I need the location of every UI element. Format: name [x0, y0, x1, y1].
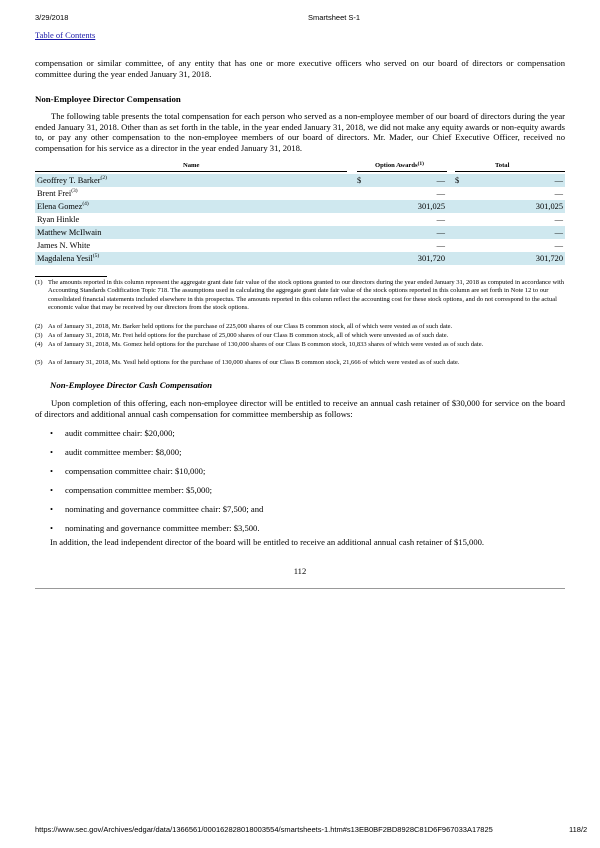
total-value: — [554, 228, 563, 237]
option-awards-value: 301,720 [417, 254, 445, 263]
director-name [37, 241, 90, 250]
option-awards-value: 301,025 [417, 202, 445, 211]
bullet-icon: • [50, 504, 54, 514]
print-date: 3/29/2018 [35, 13, 69, 22]
bullet-icon: • [50, 523, 54, 533]
director-name [37, 228, 101, 237]
bullet-icon: • [50, 447, 54, 457]
option-awards-value: — [436, 176, 445, 185]
page-divider [35, 588, 565, 589]
director-name-text: Ryan Hinkle [37, 215, 80, 224]
total-value: — [554, 215, 563, 224]
footnote-text: As of January 31, 2018, Mr. Frei held options for the purchase of 25,000 shares of our Class B common stock, all of which were unvested as of such date. [48, 332, 449, 339]
director-name-text: Brent Frei [37, 189, 72, 198]
bullet-icon: • [50, 466, 54, 476]
column-header-name: Name [183, 162, 200, 169]
footnote [35, 279, 567, 312]
director-name [37, 202, 89, 211]
total-value: 301,025 [535, 202, 563, 211]
total-dollar-sign: $ [455, 176, 460, 185]
total-value: — [554, 189, 563, 198]
list-item-text: compensation committee chair: $10,000; [65, 466, 206, 476]
footnote [35, 341, 567, 349]
footnote-text: As of January 31, 2018, Mr. Barker held options for the purchase of 225,000 shares of our Class B common stock, all of which were vested as of such date. [48, 323, 453, 330]
director-name-text: James N. White [37, 241, 91, 250]
footnote-marker: (5) [35, 359, 43, 366]
header-rule-option-awards [357, 171, 447, 172]
director-name-text: Magdalena Yesil [37, 254, 93, 263]
closing-paragraph: In addition, the lead independent director of the board will be entitled to receive an additional annual cash retainer of $15,000. [50, 537, 485, 547]
header-rule-total [455, 171, 565, 172]
section-paragraph: The following table presents the total compensation for each person who served as a non-employee member of our board of directors during the year ended January 31, 2018. Other than as set forth in the table, in the year ended January 31, 2018, we did not make any equity awards or non-equity awards to, or pay any other compensation to the non-employee members of our board of directors. Mr. Mader, our Chief Executive Officer, received no compensation for his service as a director in the year ended January 31, 2018. [35, 111, 565, 153]
table-row [35, 226, 565, 239]
director-name-text: Geoffrey T. Barker [37, 176, 101, 185]
cash-compensation-heading: Non-Employee Director Cash Compensation [50, 380, 213, 390]
option-awards-value: — [436, 241, 445, 250]
header-rule-name [35, 171, 347, 172]
cash-compensation-paragraph: Upon completion of this offering, each non-employee director will be entitled to receive an annual cash retainer of $30,000 for service on the board of directors and additional annual cash compensation for committee membership as follows: [35, 398, 565, 419]
footnote-text: As of January 31, 2018, Ms. Yesil held options for the purchase of 130,000 shares of our Class B common stock, 21,666 of which were vested as of such date. [48, 359, 460, 366]
director-name [37, 215, 79, 224]
table-row [35, 252, 565, 265]
option-awards-value: — [436, 189, 445, 198]
list-item-text: nominating and governance committee member: $3,500. [65, 523, 260, 533]
table-row [35, 174, 565, 187]
document-title: Smartsheet S-1 [308, 13, 361, 22]
section-heading: Non-Employee Director Compensation [35, 94, 181, 104]
page-number: 112 [293, 566, 307, 576]
option-awards-footnote-ref: (1) [417, 161, 424, 167]
footnote-rule [35, 276, 107, 277]
list-item-text: compensation committee member: $5,000; [65, 485, 213, 495]
footnote-ref: (4) [82, 201, 89, 207]
footnote-marker: (3) [35, 332, 43, 339]
list-item-text: audit committee member: $8,000; [65, 447, 182, 457]
director-name [37, 176, 107, 185]
bullet-icon: • [50, 428, 54, 438]
director-name-text: Matthew McIlwain [37, 228, 102, 237]
intro-paragraph: compensation or similar committee, of any entity that has one or more executive officers who served on our board of directors or compensation committee during the year ended January 31, 2018. [35, 58, 565, 79]
footnote [35, 359, 567, 367]
total-value: — [554, 241, 563, 250]
list-item-text: audit committee chair: $20,000; [65, 428, 175, 438]
option-awards-value: — [436, 228, 445, 237]
table-row [35, 200, 565, 213]
footnote-marker: (2) [35, 323, 43, 330]
list-item-text: nominating and governance committee chair: $7,500; and [65, 504, 264, 514]
footnote [35, 332, 567, 340]
director-name [37, 189, 78, 198]
bullet-icon: • [50, 485, 54, 495]
director-name-text: Elena Gomez [37, 202, 83, 211]
table-row [35, 239, 565, 252]
table-row [35, 187, 565, 200]
option-awards-dollar-sign: $ [357, 176, 362, 185]
column-header-total: Total [495, 162, 510, 169]
table-row [35, 213, 565, 226]
option-awards-value: — [436, 215, 445, 224]
footnote-marker: (1) [35, 279, 43, 286]
table-of-contents-link[interactable]: Table of Contents [35, 30, 96, 40]
footnote [35, 323, 567, 331]
total-value: — [554, 176, 563, 185]
column-header-option-awards [375, 162, 424, 169]
footnote-text: As of January 31, 2018, Ms. Gomez held options for the purchase of 130,000 shares of our Class B common stock, 10,833 shares of which were vested as of such date. [48, 341, 484, 348]
director-name [37, 254, 99, 263]
footnote-ref: (2) [100, 175, 107, 181]
footnote-text: The amounts reported in this column represent the aggregate grant date fair value of the stock options granted to our directors during the year ended January 31, 2018 as computed in accordance with Accounting Standards Codification Topic 718. The assumptions used in calculating the aggregate grant date fair value of the stock options reported in this column are set forth in Note 12 to our consolidated financial statements included elsewhere in this prospectus. The amounts reported in this column reflect the accounting cost for these stock options, and do not correspond to the actual economic value that may be received by our directors from the stock options. [48, 279, 565, 311]
footnote-ref: (3) [71, 188, 78, 194]
footer-page-count: 118/2 [569, 825, 588, 834]
footer-url: https://www.sec.gov/Archives/edgar/data/1366561/000162828018003554/smartsheets-1.htm#s13EB0BF2BD8928C81D6F967033A17825 [35, 825, 493, 834]
option-awards-label: Option Awards [375, 162, 418, 169]
footnote-marker: (4) [35, 341, 43, 348]
footnote-ref: (5) [92, 253, 100, 259]
total-value: 301,720 [535, 254, 563, 263]
